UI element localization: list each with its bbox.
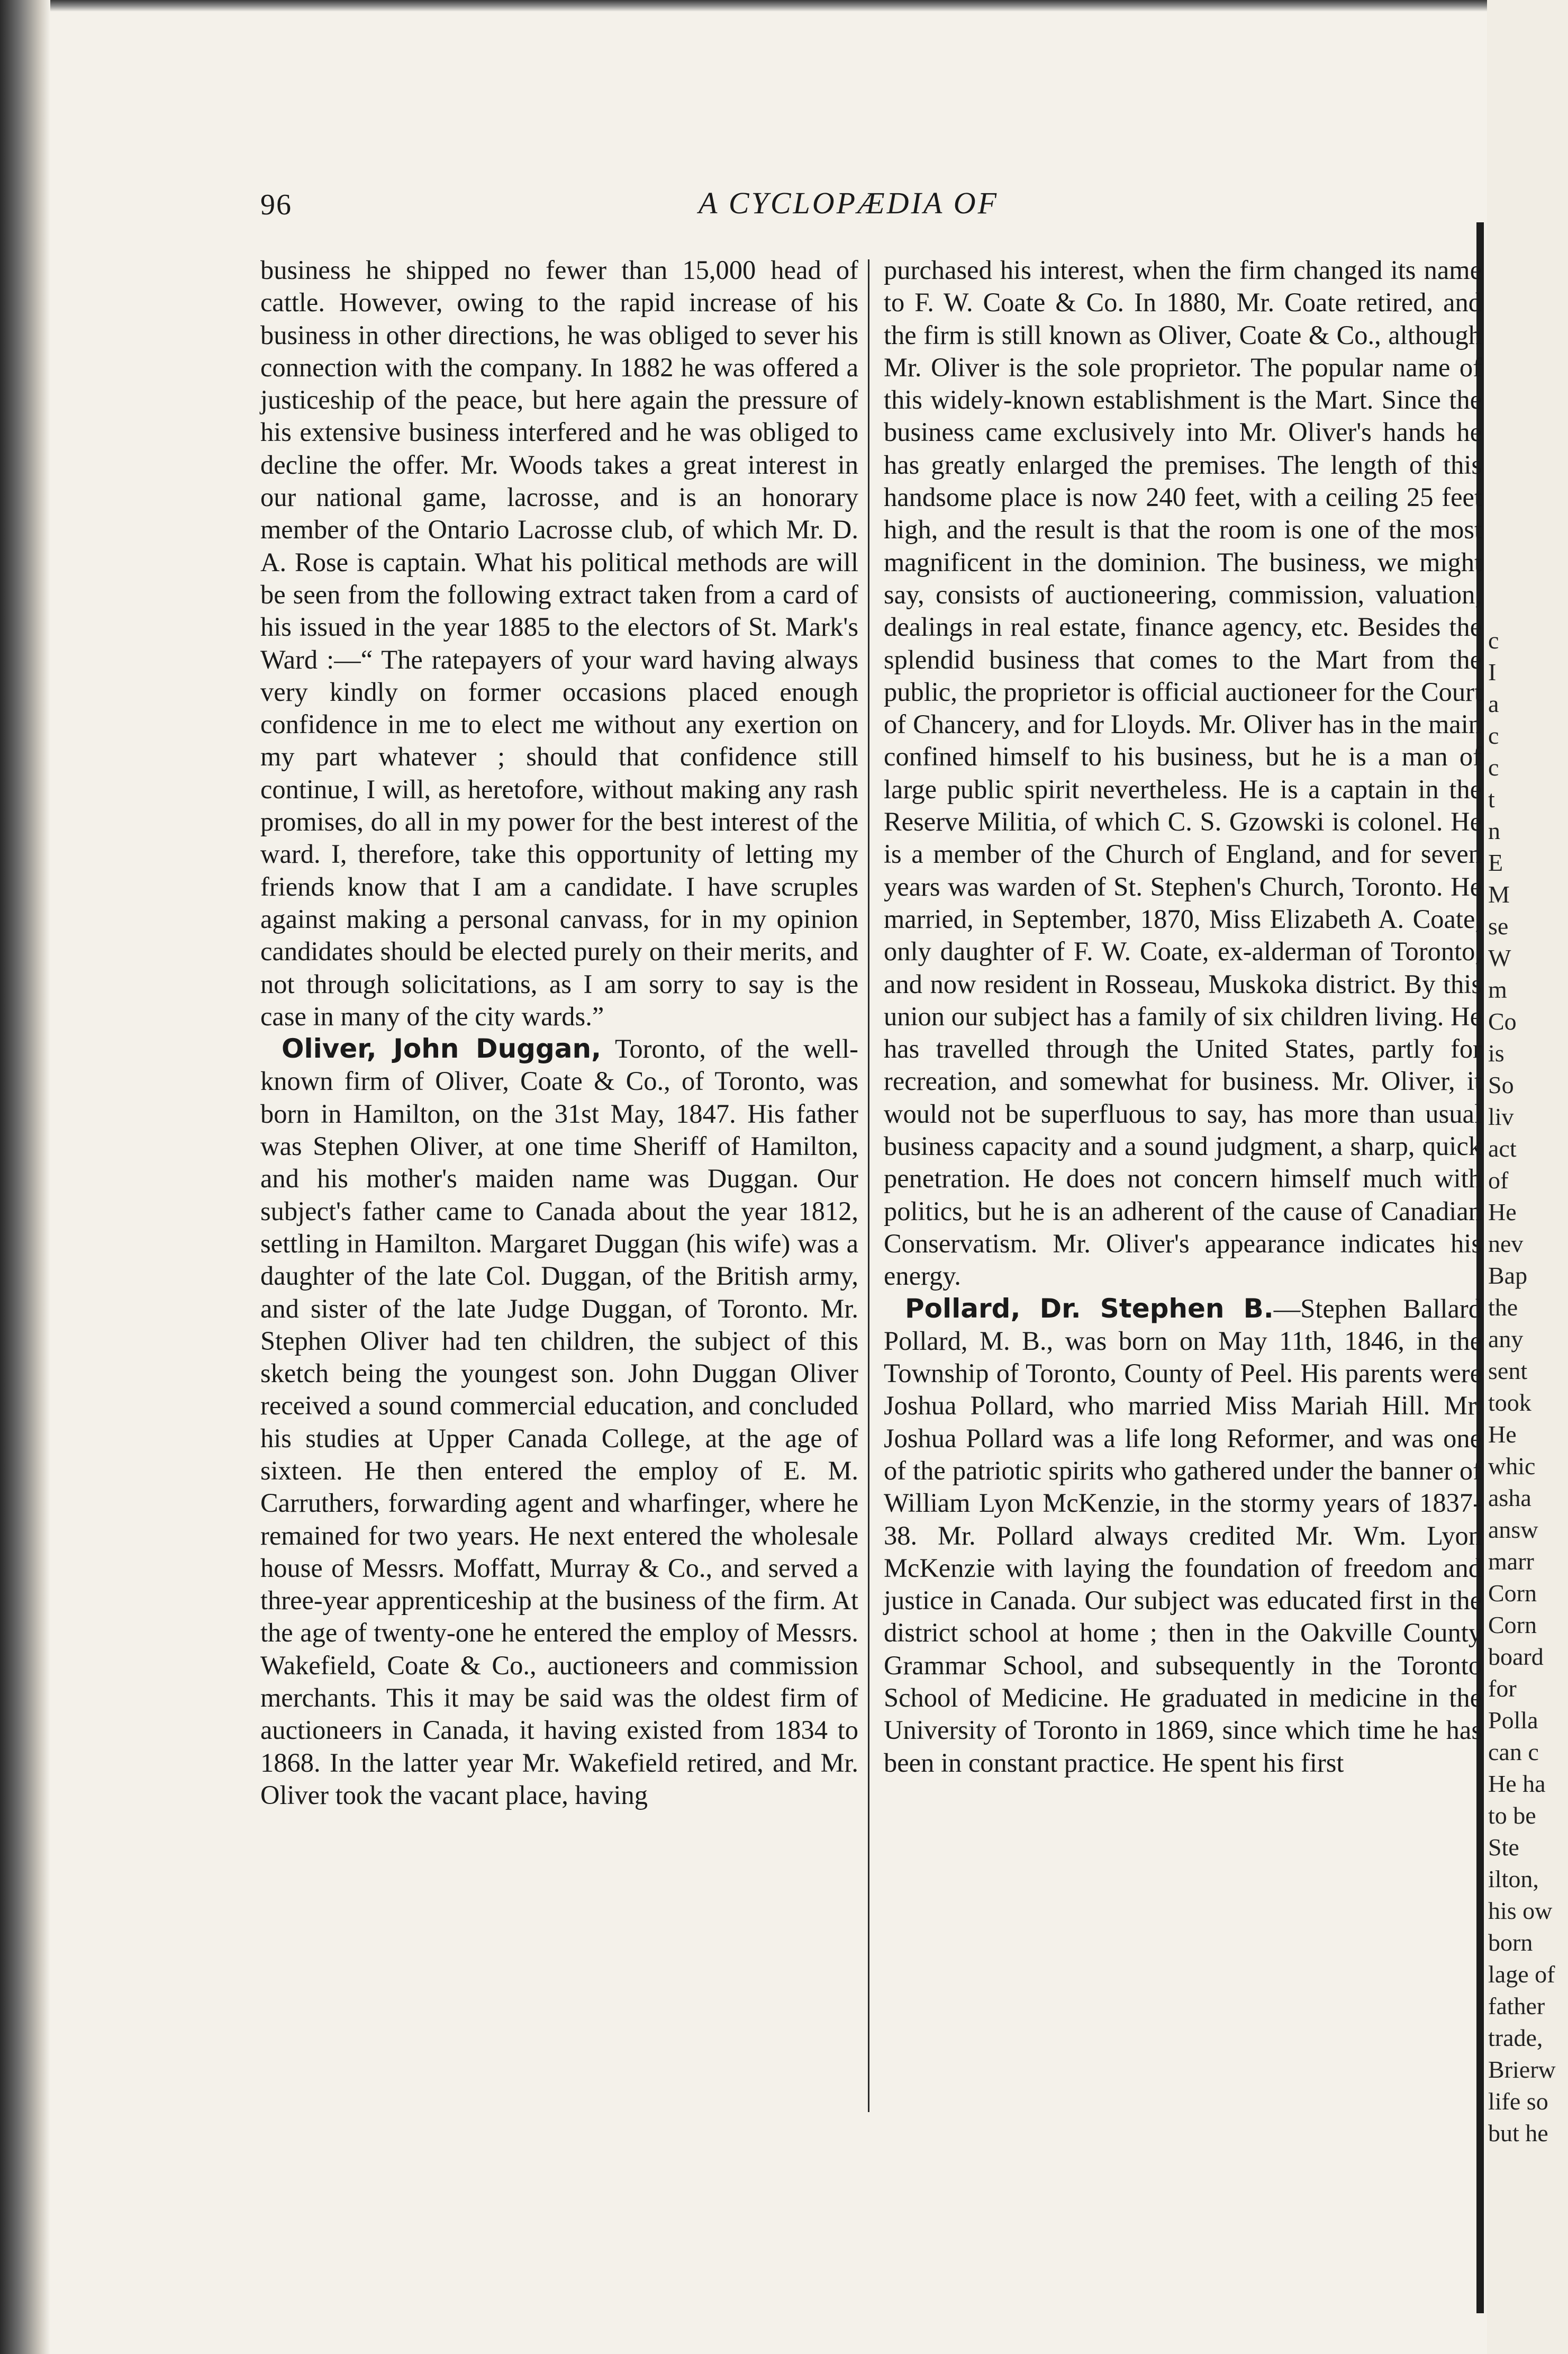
entry-body-oliver: Toronto, of the well-known firm of Oliver, Coate & Co., of Toronto, was born in Hamilton, on the 31st May, 1847. His father was Stephen Oliver, at one time Sheriff of Hamilton, and his mother's maiden name was Duggan. Our subject's father came to Canada about the year 1812, settling in Hamilton. Margaret Duggan (his wife) was a daughter of the late Col. Duggan, of the British army, and sister of the late Judge Duggan, of Toronto. Mr. Stephen Oliver had ten children, the subject of this sketch being the youngest son. John Duggan Oliver received a sound commercial education, and concluded his studies at Upper Canada College, at the age of sixteen. He then entered the employ of E. M. Carruthers, forwarding agent and wharfinger, where he remained for two years. He next entered the wholesale house of Messrs. Moffatt, Murray & Co., and served a three-year apprenticeship at the business of the firm. At the age of twenty-one he entered the employ of Messrs. Wakefield, Coate & Co., auctioneers and commission merchants. This it may be said was the oldest firm of auctioneers in Canada, it having existed from 1834 to 1868. In the latter year Mr. Wakefield retired, and Mr. Oliver took the vacant place, having (260, 1034, 859, 1810)
biography-entry-oliver (260, 1033, 858, 1811)
right-column (884, 254, 1482, 2266)
scan-top-edge (0, 0, 1568, 12)
page-number: 96 (260, 188, 292, 221)
entry-heading-pollard: Pollard, Dr. Stephen B. (905, 1293, 1274, 1324)
column-divider (868, 259, 869, 2112)
facing-page-fragment: c I a c c t n E M se W m Co is So liv act of He nev Bap the any sent took He whic asha answ marr Corn Corn board for Polla can c He ha to be Ste ilton, his ow born lage of father trade, Brierw life so but he (1488, 627, 1556, 2146)
left-column (260, 254, 858, 2107)
right-paragraph-1: purchased his interest, when the firm changed its name to F. W. Coate & Co. In 1880, Mr. Coate retired, and the firm is still known as Oliver, Coate & Co., although Mr. Oliver is the sole proprietor. The popular name of this widely-known establishment is the Mart. Since the business came exclusively into Mr. Oliver's hands he has greatly enlarged the premises. The length of this handsome place is now 240 feet, with a ceiling 25 feet high, and the result is that the room is one of the most magnificent in the dominion. The business, we might say, consists of auctioneering, commission, valuation, dealings in real estate, finance agency, etc. Besides the splendid business that comes to the Mart from the public, the proprietor is official auctioneer for the Court of Chancery, and for Lloyds. Mr. Oliver has in the main confined himself to his business, but he is a man of large public spirit nevertheless. He is a captain in the Reserve Militia, of which C. S. Gzowski is colonel. He is a member of the Church of England, and for seven years was warden of St. Stephen's Church, Toronto. He married, in September, 1870, Miss Elizabeth A. Coate, only daughter of F. W. Coate, ex-alderman of Toronto, and now resident in Rosseau, Muskoka district. By this union our subject has a family of six children living. He has travelled through the United States, partly for recreation, and somewhat for business. Mr. Oliver, it would not be superfluous to say, has more than usual business capacity and a sound judgment, a sharp, quick penetration. He does not concern himself much with politics, but he is an adherent of the cause of Canadian Conservatism. Mr. Oliver's appearance indicates his energy. (884, 255, 1482, 1291)
entry-body-pollard: —Stephen Ballard Pollard, M. B., was born on May 11th, 1846, in the Township of Toronto, County of Peel. His parents were Joshua Pollard, who married Miss Mariah Hill. Mr. Joshua Pollard was a life long Reformer, and was one of the patriotic spirits who gathered under the banner of William Lyon McKenzie, in the stormy years of 1837-38. Mr. Pollard always credited Mr. Wm. Lyon McKenzie with laying the foundation of freedom and justice in Canada. Our subject was educated first in the district school at home ; then in the Oakville County Grammar School, and subsequently in the Toronto School of Medicine. He graduated in medicine in the University of Toronto in 1869, since which time he has been in constant practice. He spent his first (884, 1293, 1482, 1778)
left-paragraph-1: business he shipped no fewer than 15,000 head of cattle. However, owing to the rapid increase of his business in other directions, he was obliged to sever his connection with the company. In 1882 he was offered a justiceship of the peace, but here again the pressure of his extensive business interfered and he was obliged to decline the offer. Mr. Woods takes a great interest in our national game, lacrosse, and is an honorary member of the Ontario Lacrosse club, of which Mr. D. A. Rose is captain. What his political methods are will be seen from the following extract taken from a card of his issued in the year 1885 to the electors of St. Mark's Ward :—“ The ratepayers of your ward having always very kindly on former occasions placed enough confidence in me to elect me without any exertion on my part whatever ; should that confidence still continue, I will, as heretofore, without making any rash promises, do all in my power for the best interest of the ward. I, therefore, take this opportunity of letting my friends know that I am a candidate. I have scruples against making a personal canvass, for in my opinion candidates should be elected purely on their merits, and not through solicitations, as I am sorry to say is the case in many of the city wards.” (260, 255, 858, 1031)
binding-shadow (0, 0, 50, 2354)
biography-entry-pollard (884, 1293, 1482, 1779)
running-title: A CYCLOPÆDIA OF (699, 186, 999, 220)
entry-heading-oliver: Oliver, John Duggan, (282, 1033, 602, 1065)
